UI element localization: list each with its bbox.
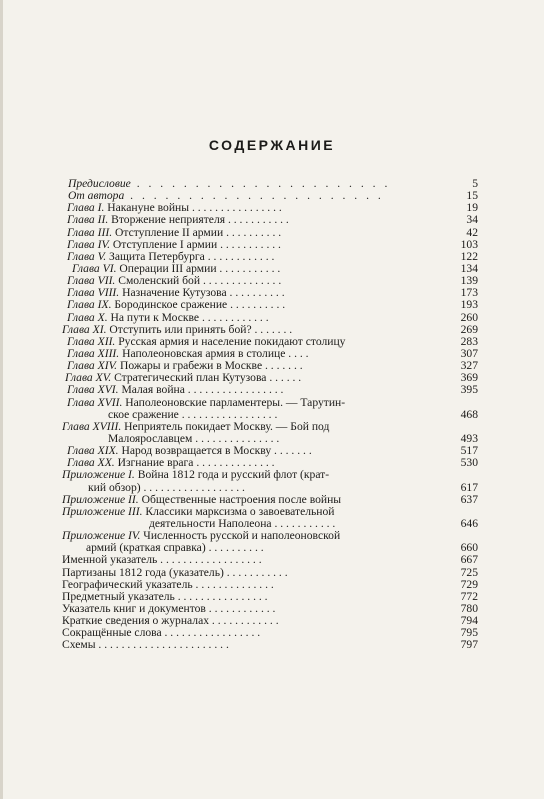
- toc-page-number: 725: [460, 565, 478, 579]
- toc-entry-label: Глава I.: [67, 201, 105, 215]
- toc-entry-text: Наполеоновские парламентеры. — Тарутин-: [122, 395, 346, 409]
- toc-entry-text: Отступить или принять бой? . . . . . . .: [106, 322, 293, 336]
- toc-entry-label: Глава III.: [67, 225, 113, 239]
- toc-page-number: 530: [460, 456, 478, 470]
- toc-page-number: 794: [460, 614, 478, 628]
- toc-entry-label: Глава V.: [67, 249, 107, 263]
- toc-entry-label: Приложение II.: [62, 492, 139, 506]
- toc-entry-leader: . . . . . . . . . . . . . . . . . . . . . .: [124, 189, 384, 203]
- toc-entry-label: Глава XV.: [65, 371, 112, 385]
- toc-entry-text: Отступление II армии . . . . . . . . . .: [112, 225, 282, 239]
- toc-entry-text: Малая война . . . . . . . . . . . . . . . . .: [118, 383, 284, 397]
- toc-entry-label: Глава II.: [67, 213, 109, 227]
- toc-entry-label: Глава VI.: [72, 261, 117, 275]
- toc-entry-text: Операции III армии . . . . . . . . . . .: [116, 261, 281, 275]
- toc-page-number: 307: [460, 346, 478, 360]
- table-of-contents: [60, 178, 478, 652]
- toc-page-number: 283: [460, 334, 478, 348]
- toc-entry-text: Классики марксизма о завоевательной: [142, 504, 335, 518]
- toc-entry-text: Защита Петербурга . . . . . . . . . . . .: [106, 249, 275, 263]
- toc-page-number: 103: [460, 237, 478, 251]
- toc-page-number: 34: [466, 213, 478, 227]
- toc-entry: [60, 530, 478, 554]
- toc-entry-text: Схемы . . . . . . . . . . . . . . . . . . . . . . .: [62, 638, 229, 652]
- toc-page-number: 122: [460, 249, 478, 263]
- toc-entry-label: Глава XII.: [67, 334, 116, 348]
- toc-entry-label: Глава X.: [67, 310, 108, 324]
- toc-entry-label: Глава IV.: [67, 237, 110, 251]
- toc-entry-leader: . . . . . . . . . . . . . . . . . . . . . .: [130, 177, 391, 190]
- toc-entry: [60, 397, 478, 421]
- toc-entry-text: Народ возвращается в Москву . . . . . . .: [118, 444, 312, 458]
- toc-entry-text: Численность русской и наполеоновской: [140, 529, 341, 543]
- toc-page-number: 173: [460, 286, 478, 300]
- toc-entry-label: Глава XVIII.: [62, 419, 122, 433]
- toc-page-number: 780: [460, 602, 478, 615]
- toc-entry-text: Указатель книг и документов . . . . . . . . . . . .: [62, 602, 276, 615]
- toc-entry-title: [60, 469, 450, 481]
- toc-page-number: 369: [460, 371, 478, 385]
- toc-entry: [60, 469, 478, 493]
- toc-entry-continuation: ское сражение . . . . . . . . . . . . . . . . .: [108, 407, 278, 421]
- toc-entry: [60, 421, 478, 445]
- page-title: СОДЕРЖАНИЕ: [208, 137, 336, 153]
- toc-entry-text: Изгнание врага . . . . . . . . . . . . . .: [114, 456, 275, 470]
- toc-entry-text: Накануне войны . . . . . . . . . . . . . . . .: [104, 201, 282, 215]
- toc-entry-text: Партизаны 1812 года (указатель) . . . . . . . . . . .: [62, 565, 288, 579]
- toc-page-number: 269: [460, 322, 478, 336]
- toc-page-number: 15: [466, 189, 478, 203]
- toc-entry-text: Вторжение неприятеля . . . . . . . . . . .: [108, 213, 289, 227]
- toc-page-number: 42: [466, 225, 478, 239]
- toc-page-number: 517: [460, 444, 478, 458]
- toc-entry-text: Краткие сведения о журналах . . . . . . . . . . . .: [62, 614, 279, 628]
- toc-entry-text: Общественные настроения после войны: [138, 492, 342, 506]
- toc-entry-text: Именной указатель . . . . . . . . . . . . . . . . . .: [62, 553, 262, 567]
- toc-entry-text: Сокращённые слова . . . . . . . . . . . . . . . . .: [62, 626, 261, 640]
- toc-page-number: 646: [460, 516, 478, 530]
- toc-entry-text: Бородинское сражение . . . . . . . . . .: [111, 298, 286, 312]
- toc-entry-label: Приложение I.: [62, 468, 135, 482]
- toc-page-number: 772: [460, 589, 478, 603]
- toc-entry-text: Пожары и грабежи в Москве . . . . . . .: [117, 359, 303, 373]
- toc-entry-label: Глава XVI.: [67, 383, 119, 397]
- toc-page-number: 193: [460, 298, 478, 312]
- toc-page-number: 729: [460, 577, 478, 591]
- toc-page-number: 617: [460, 480, 478, 494]
- toc-page-number: 395: [460, 383, 478, 397]
- toc-entry-label: Предисловие: [68, 177, 131, 190]
- toc-entry-label: Приложение III.: [62, 504, 143, 518]
- toc-entry-label: Глава XIV.: [67, 359, 118, 373]
- toc-entry-text: Назначение Кутузова . . . . . . . . . .: [119, 286, 285, 300]
- toc-entry-label: Глава VIII.: [67, 286, 120, 300]
- toc-page-number: 660: [460, 541, 478, 555]
- toc-page-number: 493: [460, 431, 478, 445]
- toc-page-number: 637: [460, 492, 478, 506]
- toc-entry-text: Русская армия и население покидают столицу: [115, 334, 346, 348]
- toc-entry-label: Глава XX.: [67, 456, 115, 470]
- toc-entry-text: Стратегический план Кутузова . . . . . .: [111, 371, 302, 385]
- toc-entry-label: Глава IX.: [67, 298, 112, 312]
- toc-page-number: 468: [460, 407, 478, 421]
- toc-page-number: 327: [460, 359, 478, 373]
- toc-entry-text: Географический указатель . . . . . . . . . . . . . .: [62, 577, 274, 591]
- toc-entry-title: [60, 639, 450, 651]
- toc-entry-text: Неприятель покидает Москву. — Бой под: [121, 419, 330, 433]
- toc-page-number: 795: [460, 626, 478, 640]
- toc-page-number: 667: [460, 553, 478, 567]
- toc-entry-label: Глава VII.: [67, 274, 116, 288]
- toc-entry-title: [60, 397, 450, 409]
- toc-entry-label: Глава XI.: [62, 322, 107, 336]
- toc-entry-continuation: Малоярославцем . . . . . . . . . . . . . . .: [108, 431, 280, 445]
- toc-entry-text: Наполеоновская армия в столице . . . .: [119, 346, 309, 360]
- toc-page-number: 19: [466, 201, 478, 215]
- toc-entry-text: На пути к Москве . . . . . . . . . . . .: [107, 310, 269, 324]
- toc-entry-label: Приложение IV.: [62, 529, 141, 543]
- toc-entry: [60, 506, 478, 530]
- toc-page-number: 5: [472, 177, 478, 190]
- toc-entry-label: Глава XIII.: [67, 346, 120, 360]
- toc-entry-text: Война 1812 года и русский флот (крат-: [134, 468, 330, 482]
- toc-page-number: 797: [460, 638, 478, 652]
- toc-entry-continuation: кий обзор) . . . . . . . . . . . . . . . . . .: [88, 480, 245, 494]
- toc-entry-text: Предметный указатель . . . . . . . . . . . . . . . .: [62, 589, 268, 603]
- toc-page-number: 134: [460, 261, 478, 275]
- toc-entry-continuation: армий (краткая справка) . . . . . . . . . .: [86, 541, 264, 555]
- toc-entry: [60, 639, 478, 651]
- toc-entry-label: От автора: [68, 189, 125, 203]
- toc-entry-text: Отступление I армии . . . . . . . . . . .: [109, 237, 281, 251]
- toc-entry-continuation: деятельности Наполеона . . . . . . . . . . .: [149, 516, 336, 530]
- toc-entry-text: Смоленский бой . . . . . . . . . . . . . .: [115, 274, 282, 288]
- toc-entry-label: Глава XIX.: [67, 444, 119, 458]
- toc-entry-label: Глава XVII.: [67, 395, 123, 409]
- toc-page-number: 139: [460, 274, 478, 288]
- toc-page-number: 260: [460, 310, 478, 324]
